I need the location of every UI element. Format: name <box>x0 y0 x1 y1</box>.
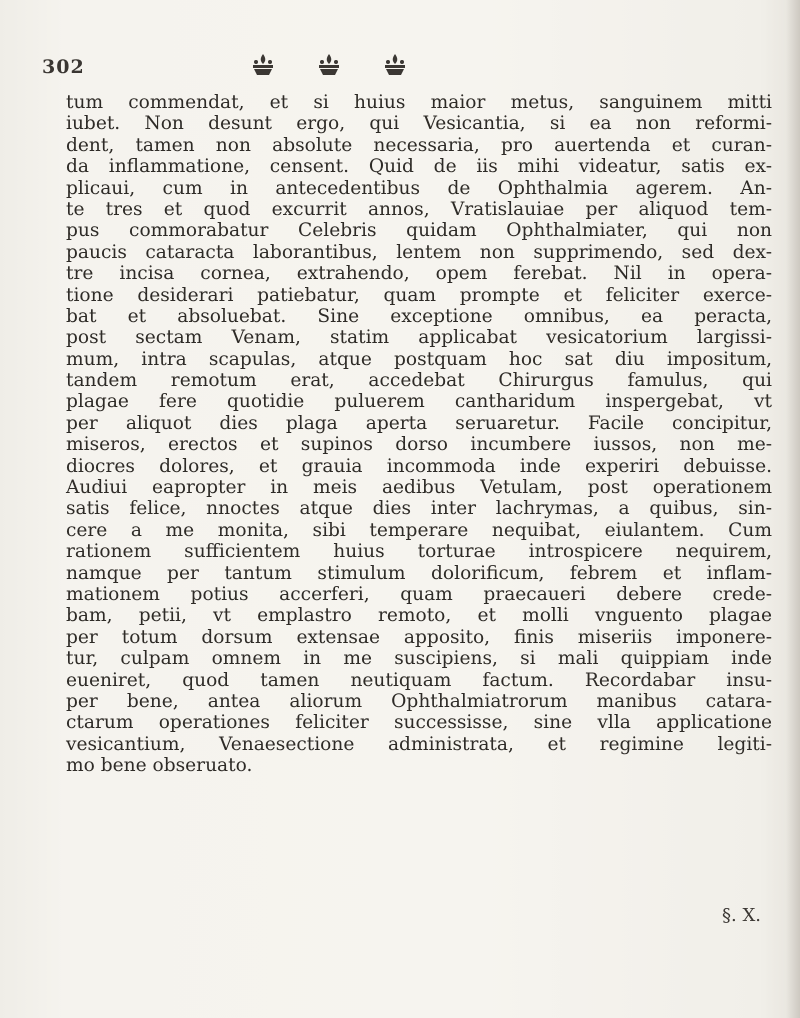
text-line: iubet. Non desunt ergo, qui Vesicantia, si ea non reformi- <box>66 113 772 135</box>
text-line: Audiui eapropter in meis aedibus Vetulam, post operationem <box>66 477 772 499</box>
text-line: mationem potius accerferi, quam praecaueri debere crede- <box>66 583 772 605</box>
text-line: mo bene obseruato. <box>66 755 253 777</box>
text-line: plicaui, cum in antecedentibus de Ophthalmia agerem. An- <box>66 177 772 199</box>
text-line: per aliquot dies plaga aperta seruaretur. Facile concipitur, <box>66 412 772 434</box>
text-line: per bene, antea aliorum Ophthalmiatrorum manibus catara- <box>66 690 772 712</box>
text-line: dent, tamen non absolute necessaria, pro auertenda et curan- <box>66 134 772 156</box>
text-line: vesicantium, Venaesectione administrata, et regimine legiti- <box>66 733 772 755</box>
fleuron-icon <box>314 52 344 78</box>
text-line: tione desiderari patiebatur, quam prompte et feliciter exerce- <box>66 284 772 306</box>
text-line: pus commorabatur Celebris quidam Ophthalmiater, qui non <box>66 220 772 242</box>
text-line: tre incisa cornea, extrahendo, opem ferebat. Nil in opera- <box>66 263 772 285</box>
text-line: miseros, erectos et supinos dorso incumbere iussos, non me- <box>66 434 772 456</box>
text-line: plagae fere quotidie puluerem cantharidum inspergebat, vt <box>66 391 772 413</box>
text-line: eueniret, quod tamen neutiquam factum. Recordabar insu- <box>66 669 772 691</box>
text-line: bam, petii, vt emplastro remoto, et molli vnguento plagae <box>66 605 772 627</box>
text-line: satis felice, nnoctes atque dies inter lachrymas, a quibus, sin- <box>66 498 772 520</box>
text-line: rationem sufficientem huius torturae introspicere nequirem, <box>66 541 772 563</box>
text-line: diocres dolores, et grauia incommoda inde experiri debuisse. <box>66 455 772 477</box>
text-line: bat et absoluebat. Sine exceptione omnibus, ea peracta, <box>66 305 772 327</box>
page-number: 302 <box>42 56 85 78</box>
header-ornaments <box>190 52 490 80</box>
text-line: post sectam Venam, statim applicabat vesicatorium largissi- <box>66 327 772 349</box>
text-line: tum commendat, et si huius maior metus, sanguinem mitti <box>66 92 772 113</box>
fleuron-icon <box>380 52 410 78</box>
text-line: da inflammatione, censent. Quid de iis mihi videatur, satis ex- <box>66 156 772 178</box>
text-line: cere a me monita, sibi temperare nequibat, eiulantem. Cum <box>66 519 772 541</box>
text-line: tur, culpam omnem in me suscipiens, si mali quippiam inde <box>66 648 772 670</box>
text-line: tandem remotum erat, accedebat Chirurgus famulus, qui <box>66 370 772 392</box>
body-text <box>66 92 772 777</box>
catchword: §. X. <box>722 905 761 926</box>
fleuron-icon <box>248 52 278 78</box>
text-line: per totum dorsum extensae apposito, finis miseriis imponere- <box>66 626 772 648</box>
page-gutter-shadow <box>786 0 800 1018</box>
text-line: mum, intra scapulas, atque postquam hoc sat diu impositum, <box>66 348 772 370</box>
text-line: namque per tantum stimulum dolorificum, febrem et inflam- <box>66 562 772 584</box>
page-header <box>42 56 762 86</box>
text-line: paucis cataracta laborantibus, lentem non supprimendo, sed dex- <box>66 241 772 263</box>
text-line: ctarum operationes feliciter successisse, sine vlla applicatione <box>66 712 772 734</box>
text-line: te tres et quod excurrit annos, Vratislauiae per aliquod tem- <box>66 198 772 220</box>
